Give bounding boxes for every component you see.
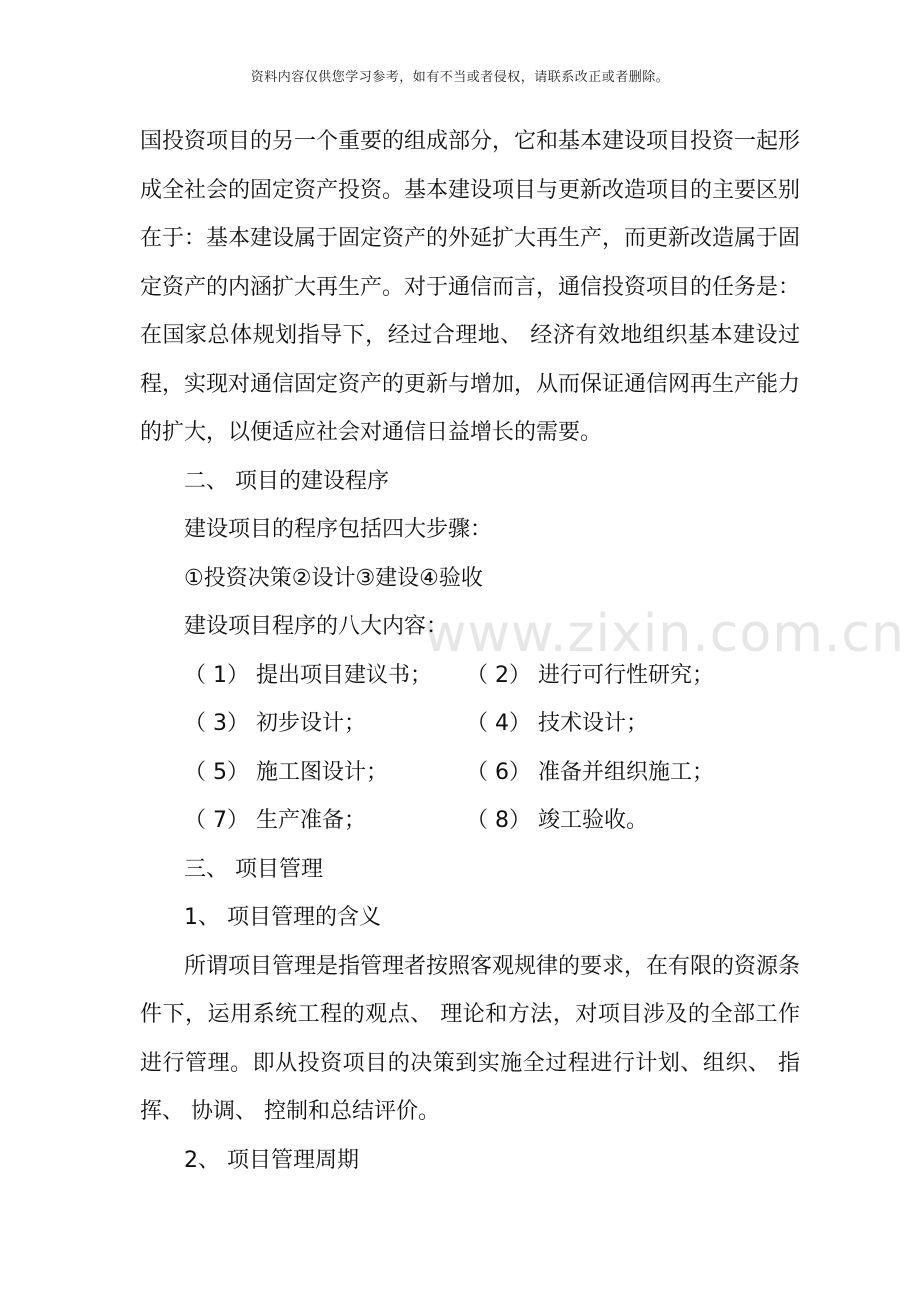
section-3-title: 三、 项目管理 bbox=[184, 856, 323, 882]
steps-intro: 建设项目的程序包括四大步骤： bbox=[184, 517, 493, 542]
sub-2-title: 2、 项目管理周期 bbox=[184, 1147, 359, 1173]
contents-row bbox=[140, 749, 800, 798]
content-item: （ 1） 提出项目建议书； bbox=[184, 662, 432, 688]
content-item: （ 7） 生产准备； bbox=[184, 808, 366, 833]
sub-1-title: 1、 项目管理的含义 bbox=[184, 905, 381, 930]
content-item: （ 5） 施工图设计； bbox=[184, 759, 388, 785]
content-item: （ 2） 进行可行性研究； bbox=[466, 662, 714, 688]
document-body bbox=[140, 118, 800, 1185]
contents-intro: 建设项目程序的八大内容： bbox=[184, 614, 449, 639]
content-item: （ 6） 准备并组织施工； bbox=[466, 759, 714, 785]
content-item: （ 4） 技术设计； bbox=[466, 711, 648, 736]
contents-row bbox=[140, 652, 800, 701]
steps-list: ①投资决策②设计③建设④验收 bbox=[184, 565, 483, 591]
section-2-title: 二、 项目的建设程序 bbox=[184, 468, 389, 494]
watermark: www.zixin.com.cn bbox=[424, 604, 905, 664]
content-item: （ 3） 初步设计； bbox=[184, 711, 366, 736]
paragraph-project-management: 所谓项目管理是指管理者按照客观规律的要求，在有限的资源条件下，运用系统工程的观点、 理论和方法，对项目涉及的全部工作进行管理。即从投资项目的决策到实施全过程进行计划、组织、 指挥、 协调、 控制和总结评价。 bbox=[140, 953, 801, 1124]
contents-row bbox=[140, 797, 800, 846]
paragraph-investment: 国投资项目的另一个重要的组成部分，它和基本建设项目投资一起形成全社会的固定资产投资。基本建设项目与更新改造项目的主要区别在于：基本建设属于固定资产的外延扩大再生产，而更新改造属于固定资产的内涵扩大再生产。对于通信而言，通信投资项目的任务是：在国家总体规划指导下，经过合理地、 经济有效地组织基本建设过程，实现对通信固定资产的更新与增加，从而保证通信网再生产能力的扩大，以便适应社会对通信日益增长的需要。 bbox=[140, 129, 801, 445]
contents-row bbox=[140, 700, 800, 749]
content-item: （ 8） 竣工验收。 bbox=[466, 808, 648, 833]
header-note: 资料内容仅供您学习参考，如有不当或者侵权，请联系改正或者删除。 bbox=[250, 70, 670, 85]
